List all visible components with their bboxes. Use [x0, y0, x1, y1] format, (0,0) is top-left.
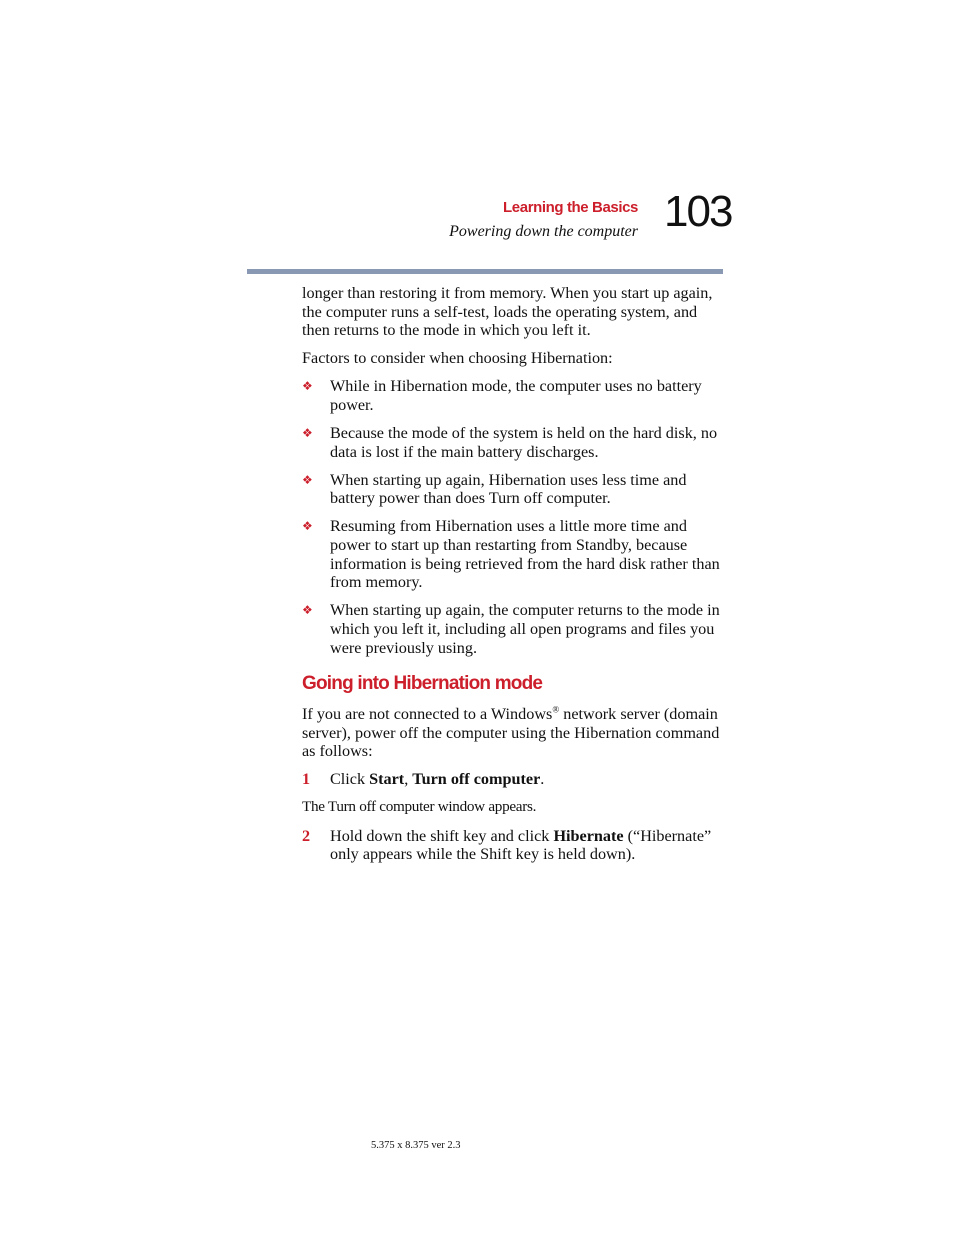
step-bold-turn-off: Turn off computer — [412, 770, 541, 789]
step-number: 1 — [302, 770, 311, 789]
list-item — [302, 377, 726, 414]
list-item-text: Because the mode of the system is held on the hard disk, no data is lost if the main battery discharges. — [330, 424, 718, 461]
list-item-text: While in Hibernation mode, the computer uses no battery power. — [330, 377, 702, 414]
steps-list — [302, 770, 726, 789]
step-number: 2 — [302, 826, 311, 845]
step-text-after: (“Hibernate” only appears while the Shift key is held down). — [330, 826, 712, 864]
diamond-bullet-icon: ❖ — [302, 603, 313, 618]
list-item — [302, 471, 726, 508]
list-item — [302, 601, 726, 657]
diamond-bullet-icon: ❖ — [302, 519, 313, 534]
step-bold-start: Start — [369, 770, 405, 789]
header-rule — [247, 269, 723, 274]
step-bold-hibernate: Hibernate — [553, 826, 624, 845]
page-content — [302, 284, 726, 873]
step-text-before: Click — [330, 770, 370, 789]
subheading: Going into Hibernation mode — [302, 673, 543, 695]
factors-list — [302, 377, 726, 657]
step-note: The Turn off computer window appears. — [302, 798, 537, 816]
step-text-after: . — [540, 770, 545, 789]
section-title: Powering down the computer — [449, 223, 638, 240]
list-item-text: Resuming from Hibernation uses a little more time and power to start up than restarting from Standby, because information is being retrieved from the hard disk rather than from memory. — [330, 517, 720, 592]
list-item-text: When starting up again, the computer returns to the mode in which you left it, including all open programs and files you were previously using. — [330, 601, 720, 657]
step-item — [302, 827, 726, 864]
footer-version: 5.375 x 8.375 ver 2.3 — [371, 1140, 461, 1151]
page-number: 103 — [664, 187, 732, 236]
step-separator: , — [404, 770, 413, 789]
steps-list-continued — [302, 827, 726, 864]
intro-paragraph: longer than restoring it from memory. When you start up again, the computer runs a self-test, loads the operating system, and then returns to the mode in which you left it. — [302, 284, 713, 340]
hibernation-paragraph — [302, 705, 726, 761]
factors-intro: Factors to consider when choosing Hibernation: — [302, 349, 613, 368]
list-item — [302, 424, 726, 461]
list-item — [302, 517, 726, 591]
step-item — [302, 770, 726, 789]
diamond-bullet-icon: ❖ — [302, 426, 313, 441]
hibernation-para-part2: network server (domain server), power off the computer using the Hibernation command as follows: — [302, 705, 720, 761]
diamond-bullet-icon: ❖ — [302, 472, 313, 487]
hibernation-para-part1: If you are not connected to a Windows — [302, 705, 553, 724]
list-item-text: When starting up again, Hibernation uses less time and battery power than does Turn off computer. — [330, 470, 687, 508]
diamond-bullet-icon: ❖ — [302, 379, 313, 394]
chapter-title: Learning the Basics — [503, 199, 638, 216]
registered-mark: ® — [552, 704, 560, 715]
step-text-before: Hold down the shift key and click — [330, 826, 554, 845]
